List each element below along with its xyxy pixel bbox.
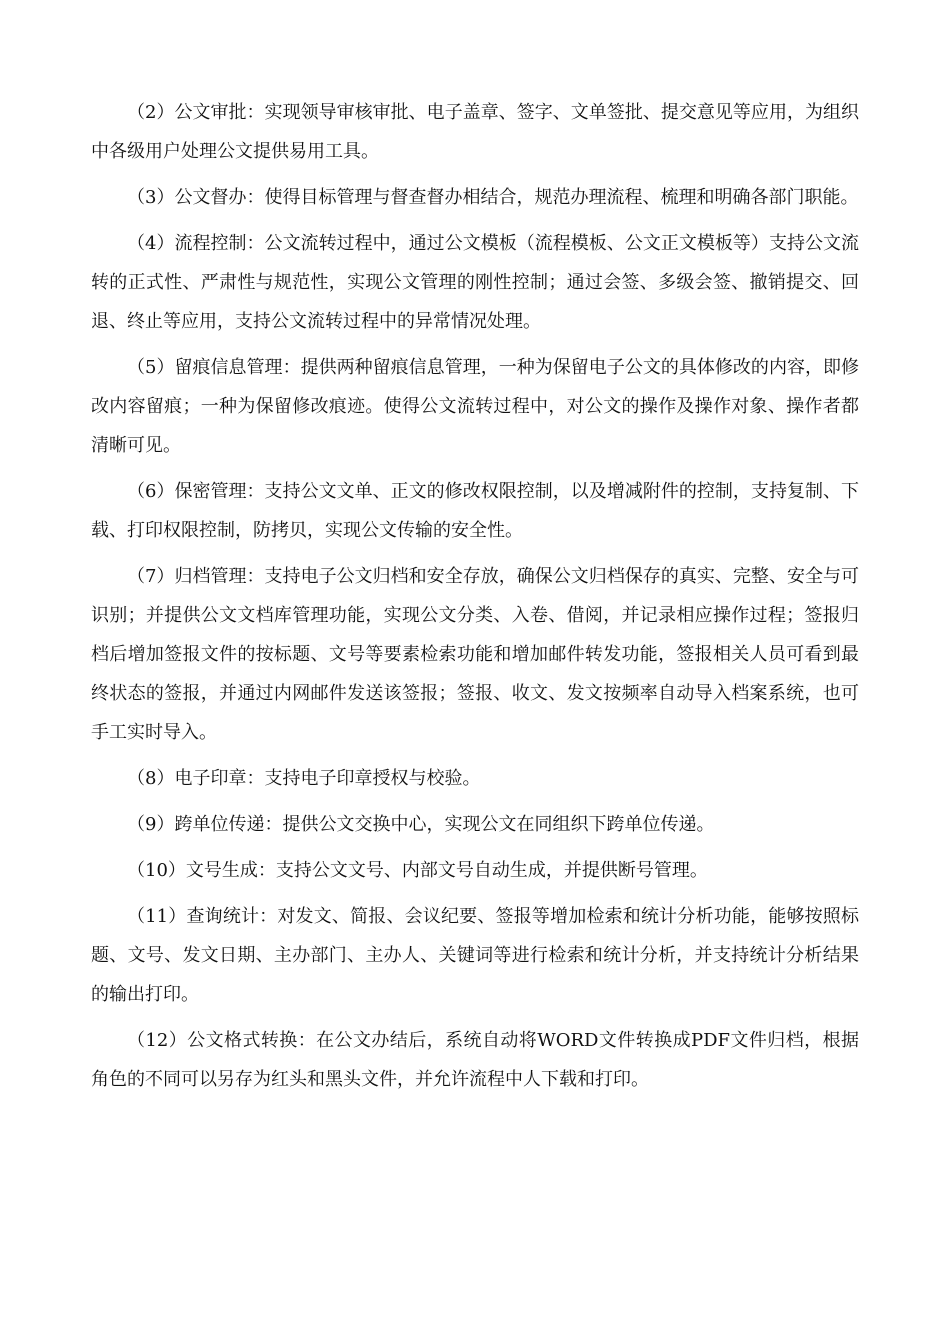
paragraph-approval: （2）公文审批：实现领导审核审批、电子盖章、签字、文单签批、提交意见等应用，为组织中各级用户处理公文提供易用工具。 — [91, 102, 859, 162]
paragraph-supervision: （3）公文督办：使得目标管理与督查督办相结合，规范办理流程、梳理和明确各部门职能。 — [127, 187, 859, 208]
paragraph-process-control: （4）流程控制：公文流转过程中，通过公文模板（流程模板、公文正文模板等）支持公文流转的正式性、严肃性与规范性，实现公文管理的刚性控制；通过会签、多级会签、撤销提交、回退、终止等应用，支持公文流转过程中的异常情况处理。 — [91, 233, 859, 332]
paragraph-document-number: （10）文号生成：支持公文文号、内部文号自动生成，并提供断号管理。 — [127, 860, 708, 881]
paragraph-query-statistics: （11）查询统计：对发文、简报、会议纪要、签报等增加检索和统计分析功能，能够按照标题、文号、发文日期、主办部门、主办人、关键词等进行检索和统计分析，并支持统计分析结果的输出打印。 — [91, 906, 859, 1005]
document-body — [91, 93, 859, 1106]
paragraph-trace-management: （5）留痕信息管理：提供两种留痕信息管理，一种为保留电子公文的具体修改的内容，即修改内容留痕；一种为保留修改痕迹。使得公文流转过程中，对公文的操作及操作对象、操作者都清晰可见。 — [91, 357, 859, 456]
paragraph-cross-unit-transfer: （9）跨单位传递：提供公文交换中心，实现公文在同组织下跨单位传递。 — [127, 814, 715, 835]
paragraph-confidentiality: （6）保密管理：支持公文文单、正文的修改权限控制，以及增减附件的控制，支持复制、下载、打印权限控制，防拷贝，实现公文传输的安全性。 — [91, 481, 859, 541]
paragraph-archiving: （7）归档管理：支持电子公文归档和安全存放，确保公文归档保存的真实、完整、安全与可识别；并提供公文文档库管理功能，实现公文分类、入卷、借阅，并记录相应操作过程；签报归档后增加签报文件的按标题、文号等要素检索功能和增加邮件转发功能，签报相关人员可看到最终状态的签报，并通过内网邮件发送该签报；签报、收文、发文按频率自动导入档案系统，也可手工实时导入。 — [91, 566, 859, 743]
paragraph-format-conversion: （12）公文格式转换：在公文办结后，系统自动将WORD文件转换成PDF文件归档，根据角色的不同可以另存为红头和黑头文件，并允许流程中人下载和打印。 — [91, 1030, 859, 1090]
paragraph-electronic-seal: （8）电子印章：支持电子印章授权与校验。 — [127, 768, 481, 789]
